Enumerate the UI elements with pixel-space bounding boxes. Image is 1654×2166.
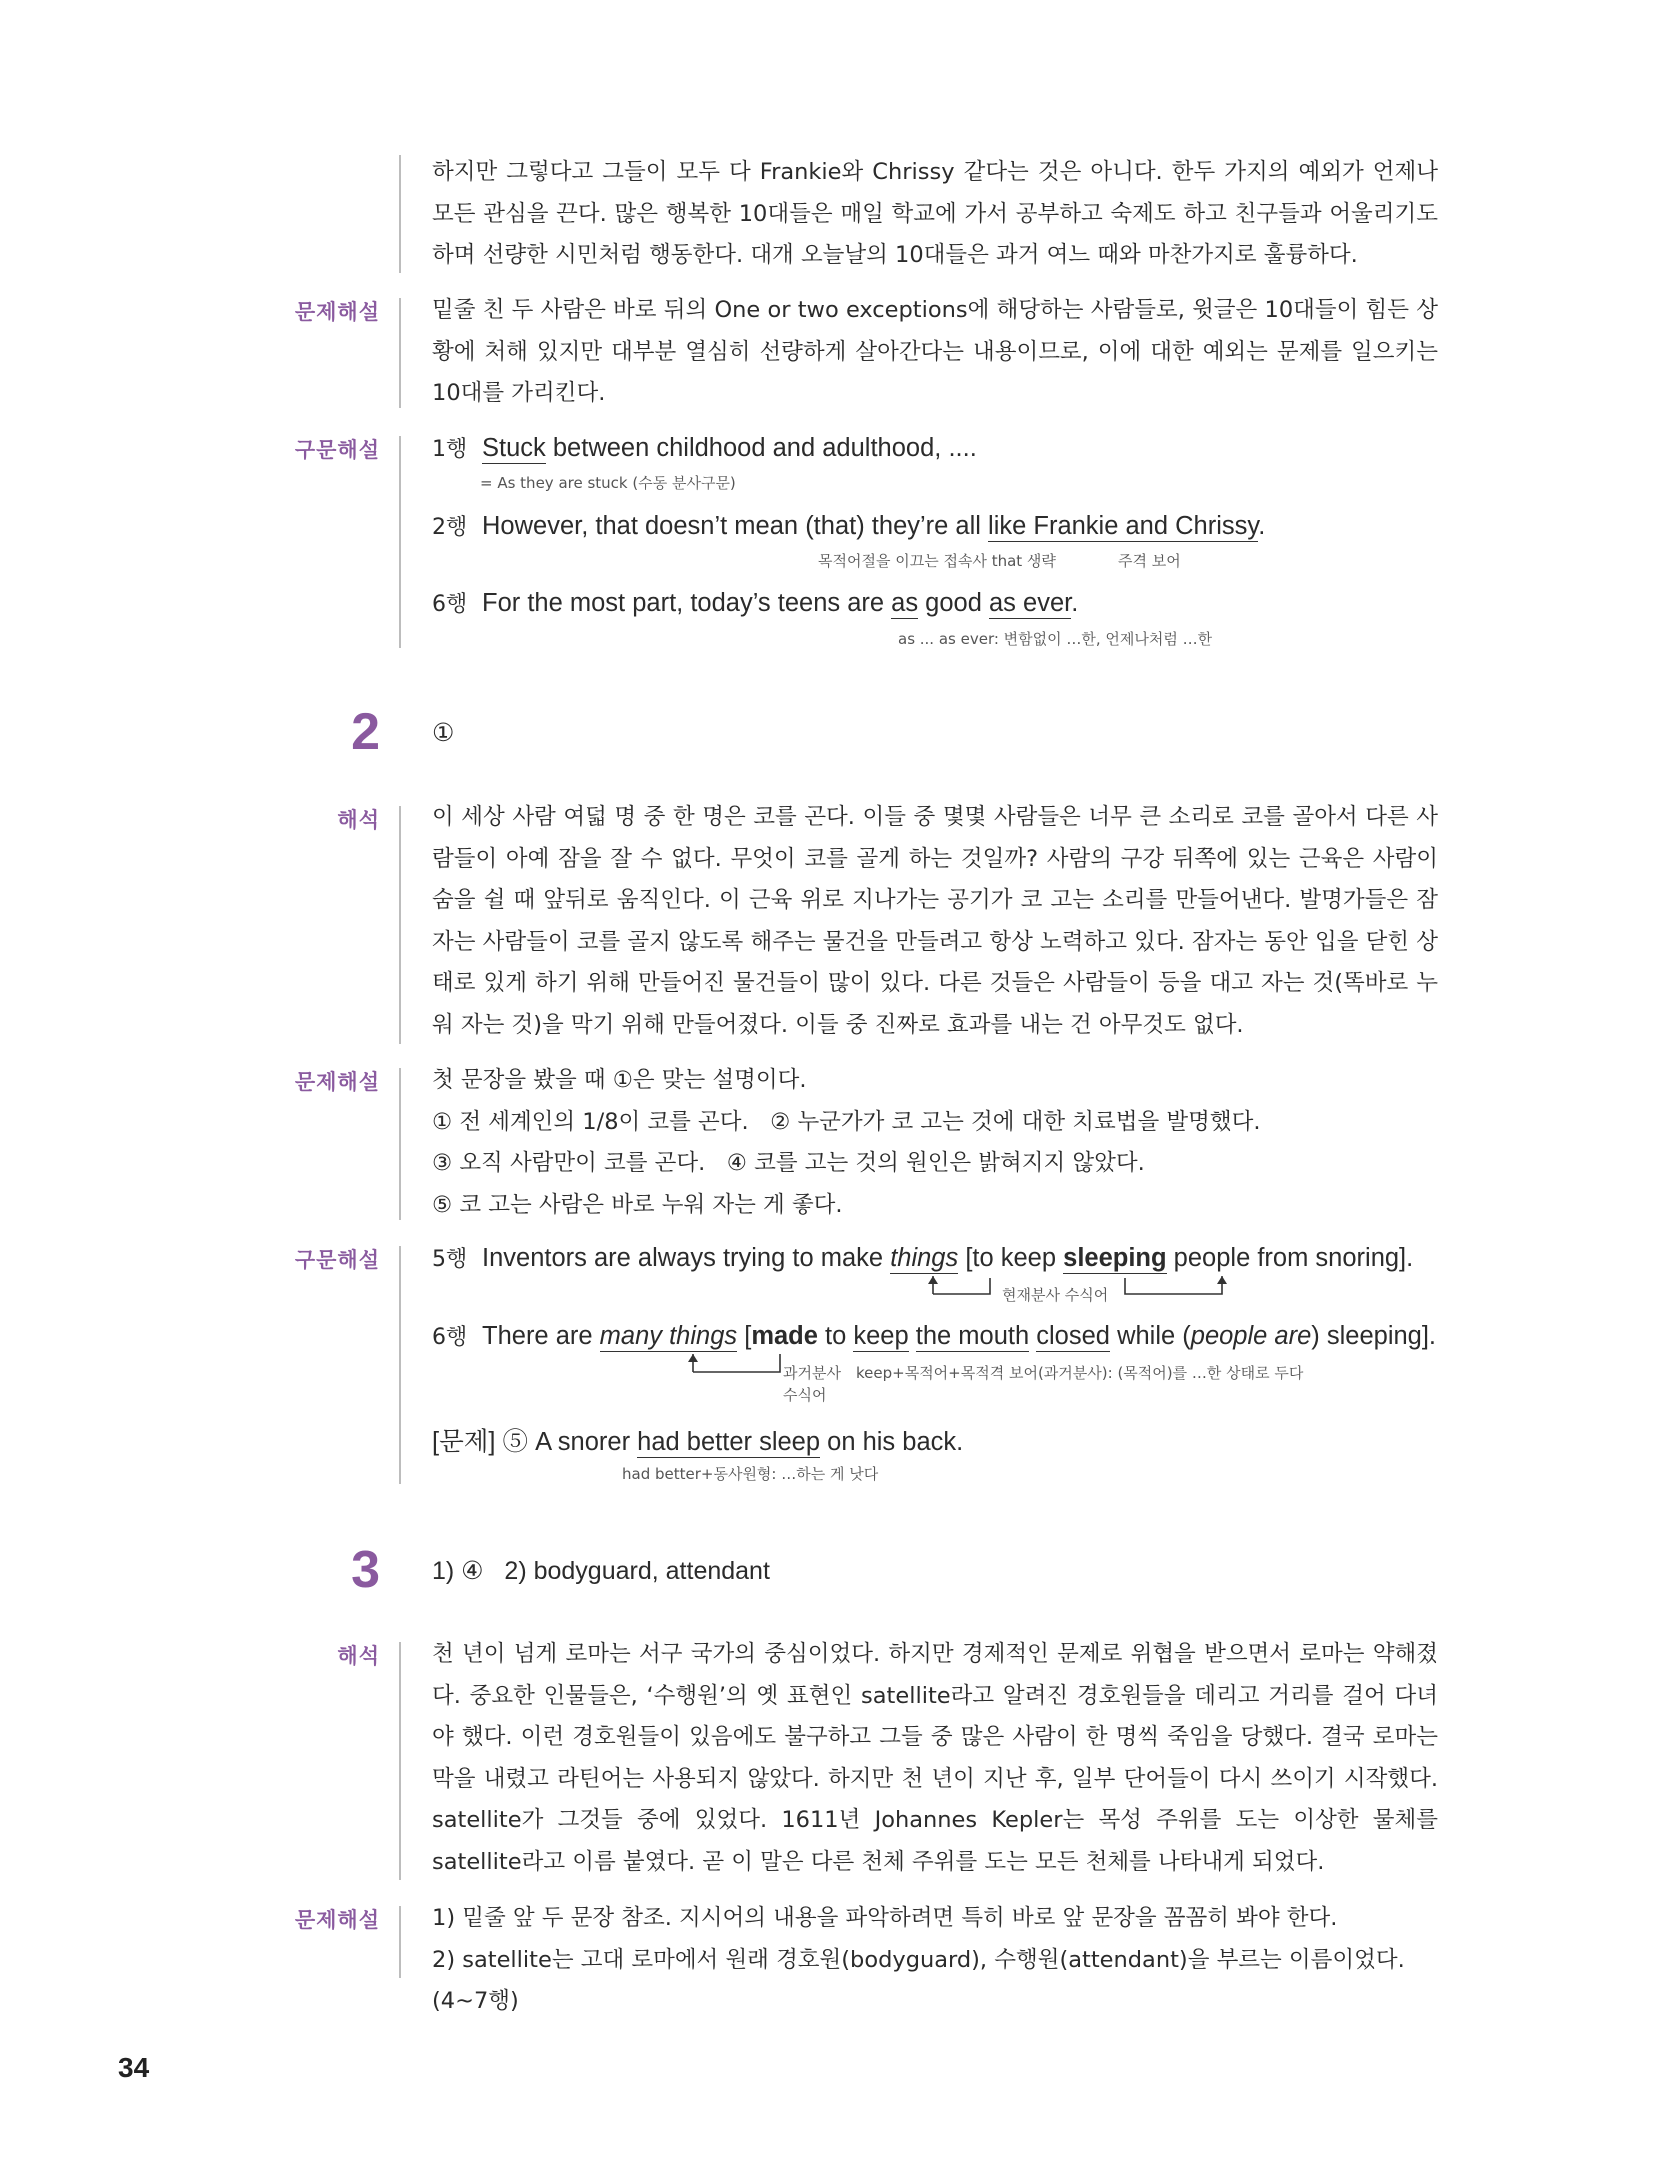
sentence-text: people from snoring]. (1166, 1244, 1414, 1272)
question-number-2: 2 (351, 703, 380, 761)
problem3-line1: 1) 밑줄 앞 두 문장 참조. 지시어의 내용을 파악하려면 특히 바로 앞 문장을 꼼꼼히 봐야 한다. (432, 1905, 1338, 1931)
syntax1-note2a: 목적어절을 이끄는 접속사 that 생략 (818, 552, 1056, 570)
bold-participle: made (751, 1322, 818, 1350)
syntax2-line1 (432, 1242, 1413, 1273)
syntax1-line1 (432, 432, 977, 463)
sentence-text: good (918, 589, 989, 617)
problem3-line2: 2) satellite는 고대 로마에서 원래 경호원(bodyguard), 수행원(attendant)을 부르는 이름이었다. (4~7행) (432, 1946, 1405, 2014)
section3-rule-a (399, 1642, 401, 1880)
translation-tail-text: 하지만 그렇다고 그들이 모두 다 Frankie와 Chrissy 같다는 것은 아니다. 한두 가지의 예외가 언제나 모든 관심을 끈다. 많은 행복한 10대들은 매일 학교에 가서 공부하고 숙제도 하고 친구들과 어울리기도 하며 선량한 시민처럼 행동한다. 대개 오늘날의 10대들은 과거 여느 때와 마찬가지로 훌륭하다. (432, 159, 1438, 268)
line-number: 5행 (432, 1247, 468, 1272)
underlined-phrase: as ever (989, 589, 1072, 617)
sentence-text: [ (737, 1322, 752, 1350)
underlined-phrase: like Frankie and Chrissy (988, 512, 1259, 540)
syntax1-line2 (432, 510, 1265, 541)
syntax1-note2b: 주격 보어 (1118, 552, 1181, 570)
choice-4: ④ 코를 고는 것의 원인은 밝혀지지 않았다. (726, 1150, 1145, 1176)
sentence-text: on his back. (820, 1428, 964, 1456)
sentence-text: There are (482, 1322, 600, 1350)
problem-label-3: 문제해설 (294, 1908, 380, 1932)
syntax1-line3 (432, 587, 1078, 618)
sentence-text: . (1071, 589, 1079, 617)
syntax-label-2: 구문해설 (294, 1248, 380, 1272)
sentence-text: they’re all (864, 512, 989, 540)
sentence-text: while ( (1109, 1322, 1191, 1350)
problem-explanation-2 (432, 1060, 1438, 1226)
syntax2-line3 (432, 1422, 963, 1458)
sentence-text: ) sleeping]. (1311, 1322, 1437, 1350)
syntax2-note1: 현재분사 수식어 (1002, 1286, 1109, 1304)
sentence-text: However, that doesn’t mean (482, 512, 806, 540)
syntax1-note1: = As they are stuck (수동 분사구문) (480, 474, 736, 492)
translation-3 (432, 1634, 1438, 1883)
italic-noun: many things (599, 1322, 738, 1350)
choice-2: ② 누군가가 코 고는 것에 대한 치료법을 발명했다. (770, 1108, 1261, 1135)
answer-3: 1) ④ 2) bodyguard, attendant (432, 1557, 770, 1585)
syntax1-note3: as ... as ever: 변함없이 …한, 언제나처럼 …한 (898, 630, 1213, 648)
underlined-phrase: had better sleep (637, 1428, 821, 1456)
sentence-text: Inventors are always trying to make (482, 1244, 891, 1272)
syntax2-line2 (432, 1320, 1436, 1351)
choice-3: ③ 오직 사람만이 코를 곤다. (432, 1150, 706, 1176)
syntax2-note2b: 수식어 (783, 1386, 827, 1404)
sentence-text: [문제] ⑤ A snorer (432, 1428, 638, 1456)
line-number: 6행 (432, 592, 468, 617)
syntax2-note2a: 과거분사 (783, 1364, 841, 1382)
problem2-line2 (432, 1102, 1438, 1144)
sentence-text: to (817, 1322, 854, 1350)
section1-rule-b (399, 298, 401, 408)
problem2-line4: ⑤ 코 고는 사람은 바로 누워 자는 게 좋다. (432, 1191, 843, 1218)
translation-tail (432, 152, 1438, 277)
italic-noun: things (890, 1244, 959, 1272)
problem-explanation-1 (432, 290, 1438, 415)
underlined-phrase: Stuck (482, 434, 546, 462)
sentence-text (909, 1322, 916, 1350)
verb-keep: keep (853, 1322, 909, 1350)
page-number: 34 (118, 2052, 150, 2083)
bold-participle: sleeping (1063, 1244, 1167, 1272)
syntax2-note2c: keep+목적어+목적격 보어(과거분사): (목적어)를 …한 상태로 두다 (856, 1364, 1304, 1382)
section1-rule-c (399, 436, 401, 648)
translation-2 (432, 797, 1438, 1046)
sentence-text: between childhood and adulthood, .... (545, 434, 977, 462)
line-number: 2행 (432, 515, 468, 540)
problem-explanation-3 (432, 1898, 1438, 2023)
translation-label-3: 해석 (337, 1644, 380, 1668)
section2-rule-a (399, 806, 401, 1044)
syntax-label-1: 구문해설 (294, 438, 380, 462)
object: the mouth (915, 1322, 1030, 1350)
choice-1: ① 전 세계인의 1/8이 코를 곤다. (432, 1108, 749, 1135)
section1-rule-a (399, 155, 401, 273)
problem2-line3 (432, 1143, 1438, 1185)
problem-explanation-1-text: 밑줄 친 두 사람은 바로 뒤의 One or two exceptions에 해당하는 사람들로, 윗글은 10대들이 힘든 상황에 처해 있지만 대부분 열심히 선량하게 살아간다는 내용이므로, 이에 대한 예외는 문제를 일으키는 10대를 가리킨다. (432, 297, 1438, 406)
translation-label-2: 해석 (337, 808, 380, 832)
line-number: 6행 (432, 1325, 468, 1350)
problem-label-1: 문제해설 (294, 300, 380, 324)
omitted-that: (that) (805, 512, 865, 540)
sentence-text: For the most part, today’s teens are (482, 589, 892, 617)
translation-2-text: 이 세상 사람 여덟 명 중 한 명은 코를 곤다. 이들 중 몇몇 사람들은 너무 큰 소리로 코를 골아서 다른 사람들이 아예 잠을 잘 수 없다. 무엇이 코를 골게 하는 것일까? 사람의 구강 뒤쪽에 있는 근육은 사람이 숨을 쉴 때 앞뒤로 움직인다. 이 근육 위로 지나가는 공기가 코 고는 소리를 만들어낸다. 발명가들은 잠자는 사람들이 코를 골지 않도록 해주는 물건을 만들려고 항상 노력하고 있다. 잠자는 동안 입을 닫힌 상태로 있게 하기 위해 만들어진 물건들이 많이 있다. 다른 것들은 사람들이 등을 대고 자는 것(똑바로 누워 자는 것)을 막기 위해 만들어졌다. 이들 중 진짜로 효과를 내는 건 아무것도 없다. (432, 804, 1438, 1038)
answer-2: ① (432, 719, 455, 747)
sentence-text: . (1258, 512, 1266, 540)
sentence-text: [to keep (958, 1244, 1064, 1272)
section2-rule-b (399, 1068, 401, 1220)
omitted-subject-verb: people are (1190, 1322, 1312, 1350)
object-complement: closed (1036, 1322, 1110, 1350)
underlined-phrase: as (891, 589, 919, 617)
translation-3-text: 천 년이 넘게 로마는 서구 국가의 중심이었다. 하지만 경제적인 문제로 위협을 받으면서 로마는 약해졌다. 중요한 인물들은, ‘수행원’의 옛 표현인 satellite라고 알려진 경호원들을 데리고 거리를 걸어 다녀야 했다. 이런 경호원들이 있음에도 불구하고 그들 중 많은 사람이 한 명씩 죽임을 당했다. 결국 로마는 막을 내렸고 라틴어는 사용되지 않았다. 하지만 천 년이 지난 후, 일부 단어들이 다시 쓰이기 시작했다. satellite가 그것들 중에 있었다. 1611년 Johannes Kepler는 목성 주위를 도는 이상한 물체를 satellite라고 이름 붙였다. 곧 이 말은 다른 천체 주위를 도는 모든 천체를 나타내게 되었다. (432, 1641, 1439, 1875)
syntax2-note3: had better+동사원형: …하는 게 낫다 (622, 1465, 879, 1483)
line-number: 1행 (432, 437, 468, 462)
question-number-3: 3 (351, 1541, 380, 1599)
section3-rule-b (399, 1906, 401, 1978)
problem2-line1: 첫 문장을 봤을 때 ①은 맞는 설명이다. (432, 1067, 807, 1093)
problem-label-2: 문제해설 (294, 1070, 380, 1094)
